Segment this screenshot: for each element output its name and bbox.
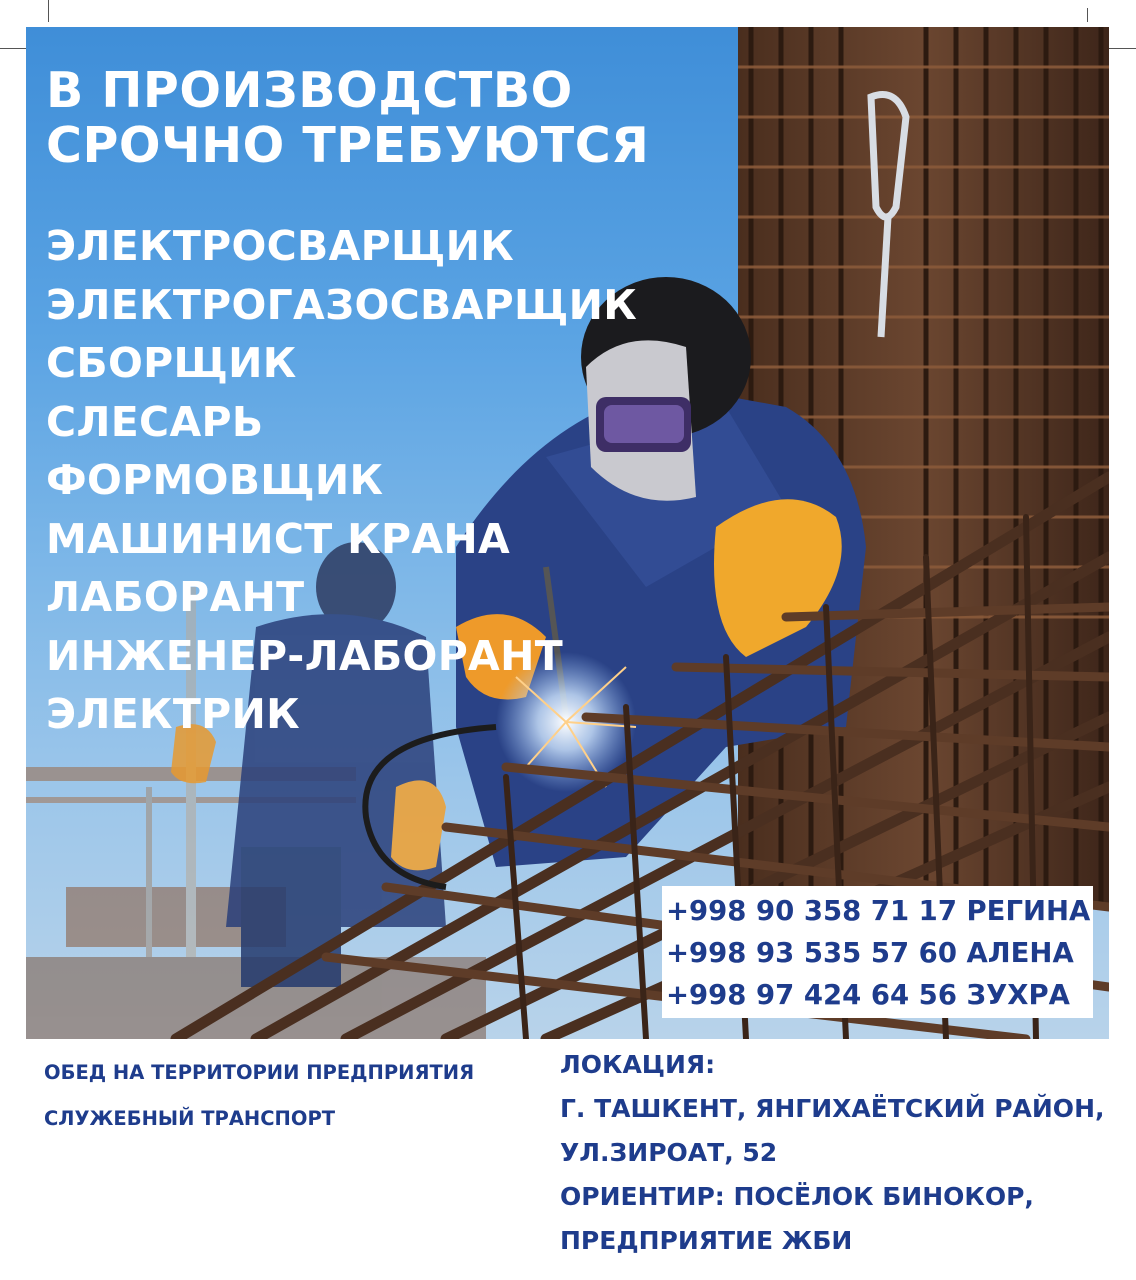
job-item: ФОРМОВЩИК <box>46 456 384 504</box>
contact-phone[interactable]: +998 97 424 64 56 ЗУХРА <box>666 979 1070 1011</box>
benefit-item: ОБЕД НА ТЕРРИТОРИИ ПРЕДПРИЯТИЯ <box>44 1061 475 1084</box>
contact-phone[interactable]: +998 90 358 71 17 РЕГИНА <box>666 895 1091 927</box>
job-item: ИНЖЕНЕР-ЛАБОРАНТ <box>46 631 563 680</box>
location-address-line: Г. ТАШКЕНТ, ЯНГИХАЁТСКИЙ РАЙОН, <box>560 1094 1105 1123</box>
job-item: ЭЛЕКТРОСВАРЩИК <box>46 222 515 270</box>
poster-photo-area <box>26 27 1109 1039</box>
job-item: СБОРЩИК <box>46 339 297 387</box>
crop-mark-top-right-v <box>1087 8 1088 22</box>
headline-line-1: В ПРОИЗВОДСТВО <box>46 62 573 119</box>
job-item: СЛЕСАРЬ <box>46 397 264 446</box>
benefit-item: СЛУЖЕБНЫЙ ТРАНСПОРТ <box>44 1107 336 1130</box>
location-block <box>560 1043 1104 1263</box>
job-item: ЭЛЕКТРИК <box>46 690 300 738</box>
location-address-line: УЛ.ЗИРОАТ, 52 <box>560 1138 778 1167</box>
headline <box>46 63 649 173</box>
contact-phones-box <box>662 886 1093 1018</box>
contact-phone[interactable]: +998 93 535 57 60 АЛЕНА <box>666 937 1074 969</box>
job-item: МАШИНИСТ КРАНА <box>46 514 510 563</box>
headline-line-2: СРОЧНО ТРЕБУЮТСЯ <box>46 117 650 174</box>
location-label: ЛОКАЦИЯ: <box>560 1050 716 1079</box>
location-landmark-line: ПРЕДПРИЯТИЕ ЖБИ <box>560 1226 853 1255</box>
job-item: ЛАБОРАНТ <box>46 573 305 621</box>
job-item: ЭЛЕКТРОГАЗОСВАРЩИК <box>46 280 638 329</box>
benefits-list <box>44 1050 474 1142</box>
job-list <box>46 217 637 744</box>
location-landmark-line: ОРИЕНТИР: ПОСЁЛОК БИНОКОР, <box>560 1182 1034 1211</box>
crop-mark-top-left-v <box>48 0 49 22</box>
